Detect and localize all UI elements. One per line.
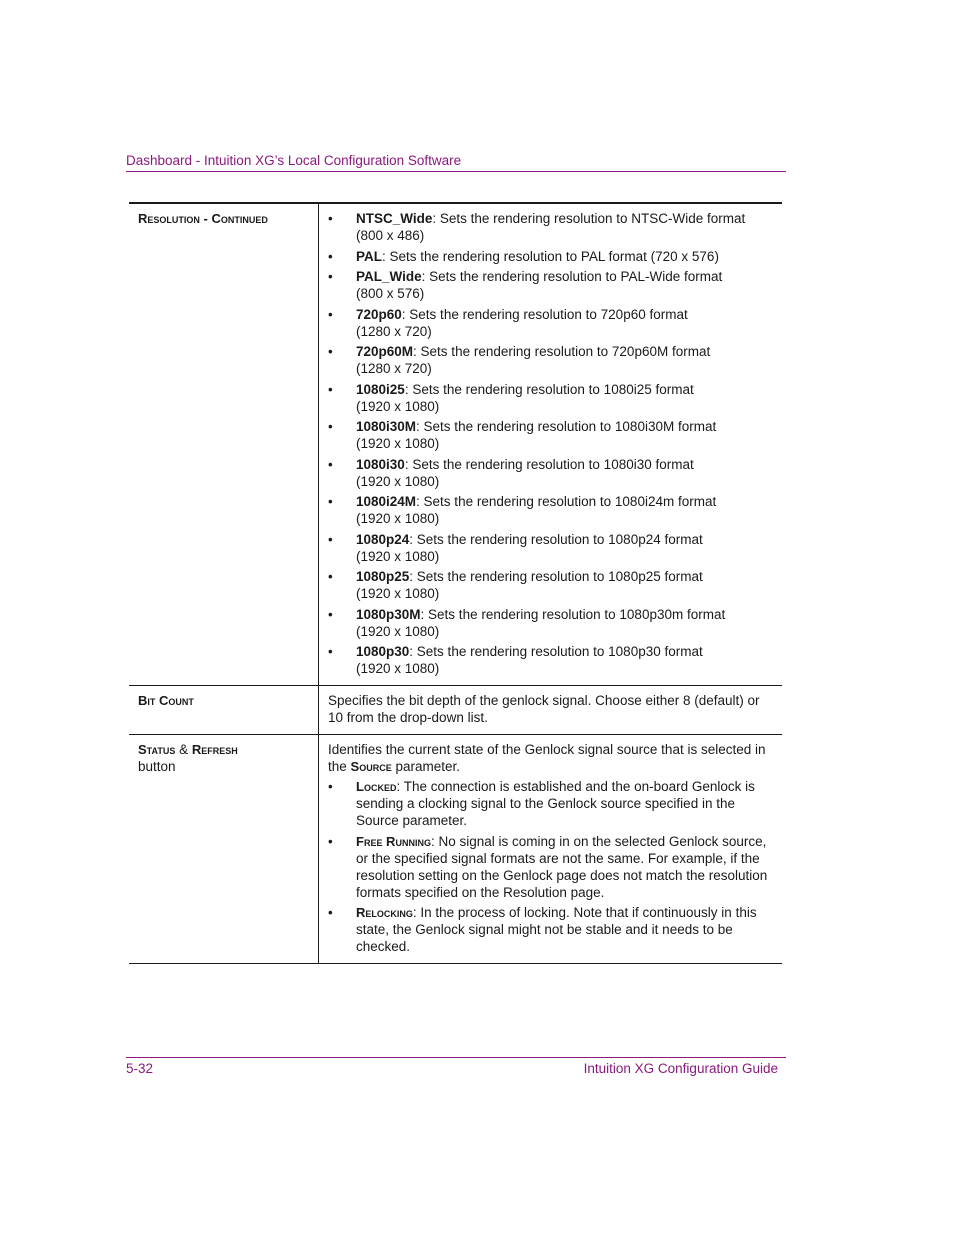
status-term: Relocking — [356, 905, 413, 920]
list-item — [328, 248, 776, 265]
desc-cell-status-refresh — [319, 735, 783, 964]
list-item — [328, 456, 776, 490]
status-states-list — [328, 778, 776, 955]
resolution-term: NTSC_Wide — [356, 211, 433, 226]
resolution-desc: : Sets the rendering resolution to PAL format (720 x 576) — [382, 248, 719, 264]
desc-cell-bit-count — [319, 686, 783, 735]
resolution-dimensions: (1920 x 1080) — [356, 661, 440, 676]
list-item — [328, 268, 776, 302]
list-item — [328, 210, 776, 244]
resolution-desc: : Sets the rendering resolution to 720p60 format — [401, 306, 688, 322]
table-row-resolution — [129, 203, 782, 686]
resolution-dimensions: (1920 x 1080) — [356, 623, 440, 639]
resolution-desc: : Sets the rendering resolution to 1080p25 format — [409, 569, 703, 584]
resolution-dimensions: (800 x 576) — [356, 286, 425, 301]
running-footer — [126, 1057, 786, 1077]
resolution-term: 1080i30 — [356, 456, 405, 472]
resolution-dimensions: (1280 x 720) — [356, 361, 432, 376]
resolution-term: 1080i30M — [356, 419, 417, 434]
refresh-label: Refresh — [191, 742, 238, 757]
desc-cell-resolution — [319, 203, 783, 686]
resolution-term: PAL — [356, 248, 382, 264]
resolution-term: 720p60 — [356, 306, 402, 322]
resolution-desc: : Sets the rendering resolution to PAL-Wide format — [421, 269, 723, 284]
resolution-term: 1080i24M — [356, 494, 417, 509]
header-title: Dashboard - Intuition XG’s Local Configuration Software — [126, 153, 462, 168]
resolution-desc: : Sets the rendering resolution to NTSC-Wide format — [432, 211, 746, 226]
intro-source-term: Source — [350, 759, 392, 774]
list-item — [328, 381, 776, 415]
status-amp: & — [175, 742, 192, 757]
label-cell-status-refresh — [129, 735, 319, 964]
resolution-term: 720p60M — [356, 344, 414, 359]
resolution-dimensions: (1920 x 1080) — [356, 398, 440, 414]
resolution-desc: : Sets the rendering resolution to 1080p24 format — [409, 531, 703, 547]
status-term: Locked — [356, 779, 397, 794]
intro-text-after: parameter. — [391, 759, 461, 774]
resolution-desc: : Sets the rendering resolution to 1080i24m format — [416, 494, 717, 509]
resolution-term: 1080p30M — [356, 606, 421, 622]
list-item — [328, 343, 776, 377]
list-item — [328, 493, 776, 527]
list-item — [328, 418, 776, 452]
resolution-desc: : Sets the rendering resolution to 1080i25 format — [404, 381, 694, 397]
resolution-dimensions: (800 x 486) — [356, 228, 425, 243]
status-term: Free Running — [356, 833, 431, 849]
status-desc: : No signal is coming in on the selected Genlock source, or the specified signal formats are not the same. For example, if the resolution setting on the Genlock page does not match the resolution formats specified on the Resolution page. — [356, 833, 768, 900]
list-item — [328, 778, 776, 829]
resolution-term: 1080p24 — [356, 531, 410, 547]
list-item — [328, 643, 776, 677]
resolution-dimensions: (1920 x 1080) — [356, 473, 440, 489]
resolution-dimensions: (1920 x 1080) — [356, 436, 440, 451]
page-number: 5-32 — [126, 1061, 154, 1076]
resolution-dimensions: (1920 x 1080) — [356, 511, 440, 526]
resolution-label: Resolution - Continued — [138, 211, 268, 226]
table-row-status-refresh — [129, 735, 782, 964]
status-label: Status — [138, 742, 176, 757]
resolution-dimensions: (1920 x 1080) — [356, 548, 440, 564]
bit-count-description: Specifies the bit depth of the genlock signal. Choose either 8 (default) or 10 from the drop-down list. — [328, 693, 760, 725]
resolution-term: PAL_Wide — [356, 269, 422, 284]
running-header — [126, 153, 786, 172]
resolution-term: 1080i25 — [356, 381, 405, 397]
resolution-desc: : Sets the rendering resolution to 1080p30 format — [409, 644, 703, 659]
list-item — [328, 833, 776, 901]
guide-title: Intuition XG Configuration Guide — [583, 1061, 778, 1076]
list-item — [328, 904, 776, 955]
intro-text-before: Identifies the current state of the Genlock signal source that is selected in the — [328, 742, 766, 774]
resolution-dimensions: (1280 x 720) — [356, 323, 432, 339]
resolution-desc: : Sets the rendering resolution to 1080p30m format — [420, 606, 726, 622]
resolution-term: 1080p30 — [356, 644, 410, 659]
resolution-desc: : Sets the rendering resolution to 720p60M format — [413, 344, 711, 359]
list-item — [328, 606, 776, 640]
resolution-options-list — [328, 210, 776, 677]
list-item — [328, 306, 776, 340]
resolution-dimensions: (1920 x 1080) — [356, 586, 440, 601]
status-intro — [328, 741, 776, 775]
resolution-desc: : Sets the rendering resolution to 1080i30M format — [416, 419, 717, 434]
parameter-table — [129, 202, 782, 964]
label-cell-resolution — [129, 203, 319, 686]
table-row-bit-count — [129, 686, 782, 735]
list-item — [328, 531, 776, 565]
bit-count-label: Bit Count — [138, 693, 194, 708]
status-desc: : The connection is established and the on-board Genlock is sending a clocking signal to the Genlock source specified in the Source parameter. — [356, 779, 755, 828]
resolution-desc: : Sets the rendering resolution to 1080i30 format — [404, 456, 694, 472]
resolution-term: 1080p25 — [356, 569, 410, 584]
button-word: button — [138, 759, 176, 774]
list-item — [328, 568, 776, 602]
status-desc: : In the process of locking. Note that if continuously in this state, the Genlock signal might not be stable and it needs to be checked. — [356, 905, 757, 954]
label-cell-bit-count — [129, 686, 319, 735]
